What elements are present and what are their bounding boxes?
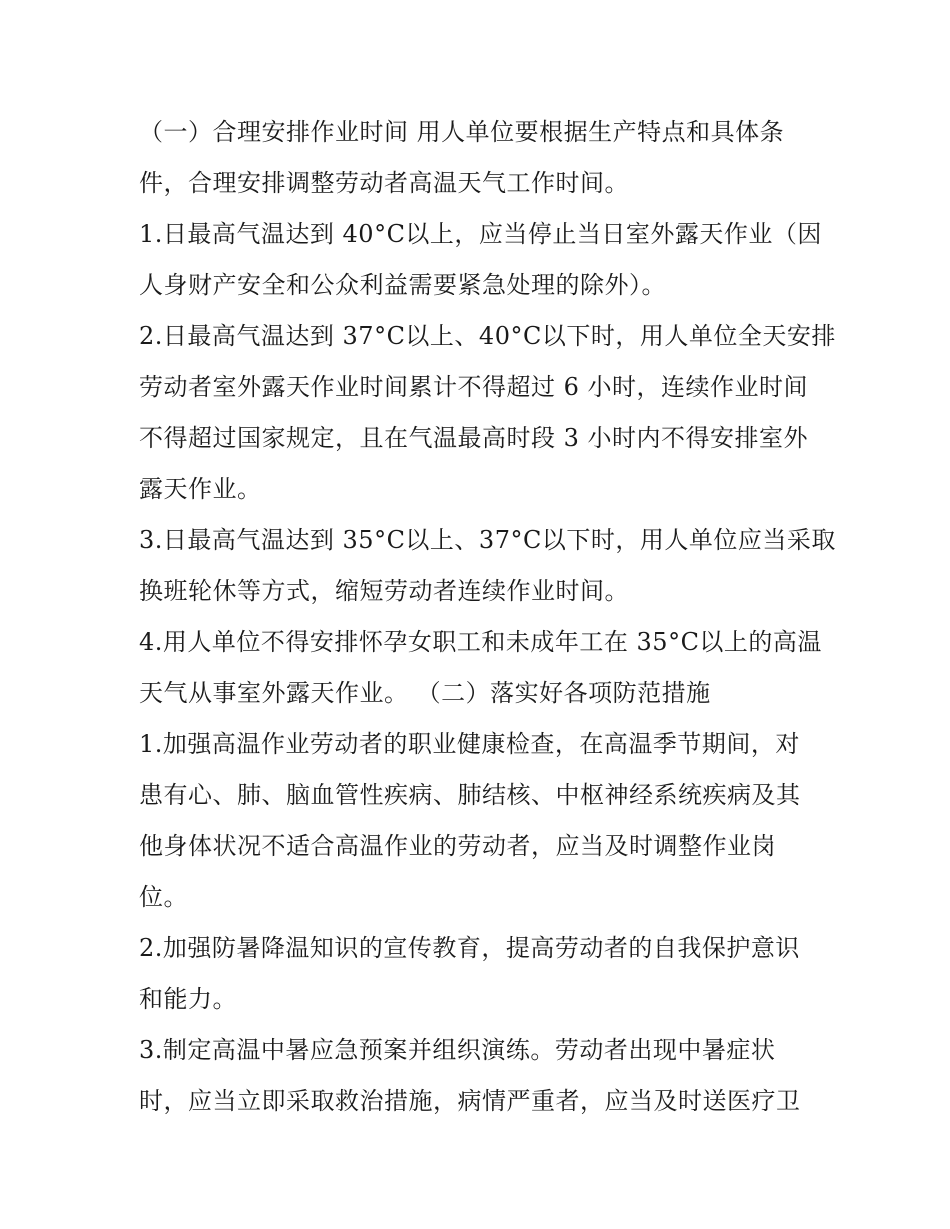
text-line: 位。 — [139, 883, 188, 911]
text-line: 不得超过国家规定，且在气温最高时段 3 小时内不得安排室外 — [139, 424, 809, 452]
text-line: 2.日最高气温达到 37°C以上、40°C以下时，用人单位全天安排 — [139, 322, 836, 350]
text-line: 患有心、肺、脑血管性疾病、肺结核、中枢神经系统疾病及其 — [139, 781, 801, 809]
text-line: 4.用人单位不得安排怀孕女职工和未成年工在 35°C以上的高温 — [139, 628, 822, 656]
text-line: 他身体状况不适合高温作业的劳动者，应当及时调整作业岗 — [139, 832, 776, 860]
text-line: 3.日最高气温达到 35°C以上、37°C以下时，用人单位应当采取 — [139, 526, 836, 554]
text-line: 1.日最高气温达到 40°C以上，应当停止当日室外露天作业（因 — [139, 220, 822, 248]
text-line: 天气从事室外露天作业。 （二）落实好各项防范措施 — [139, 679, 711, 707]
text-line: 1.加强高温作业劳动者的职业健康检查，在高温季节期间，对 — [139, 730, 800, 758]
text-line: 2.加强防暑降温知识的宣传教育，提高劳动者的自我保护意识 — [139, 934, 800, 962]
text-line: 人身财产安全和公众利益需要紧急处理的除外）。 — [139, 271, 666, 299]
text-line: 时，应当立即采取救治措施，病情严重者，应当及时送医疗卫 — [139, 1087, 801, 1115]
text-line: 3.制定高温中暑应急预案并组织演练。劳动者出现中暑症状 — [139, 1036, 776, 1064]
text-line: 换班轮休等方式，缩短劳动者连续作业时间。 — [139, 577, 629, 605]
document-body — [139, 107, 836, 1127]
text-line: 件，合理安排调整劳动者高温天气工作时间。 — [139, 169, 629, 197]
text-line: 和能力。 — [139, 985, 237, 1013]
text-line: 劳动者室外露天作业时间累计不得超过 6 小时，连续作业时间 — [139, 373, 809, 401]
text-line: 露天作业。 — [139, 475, 262, 503]
text-line: （一）合理安排作业时间 用人单位要根据生产特点和具体条 — [139, 118, 785, 146]
